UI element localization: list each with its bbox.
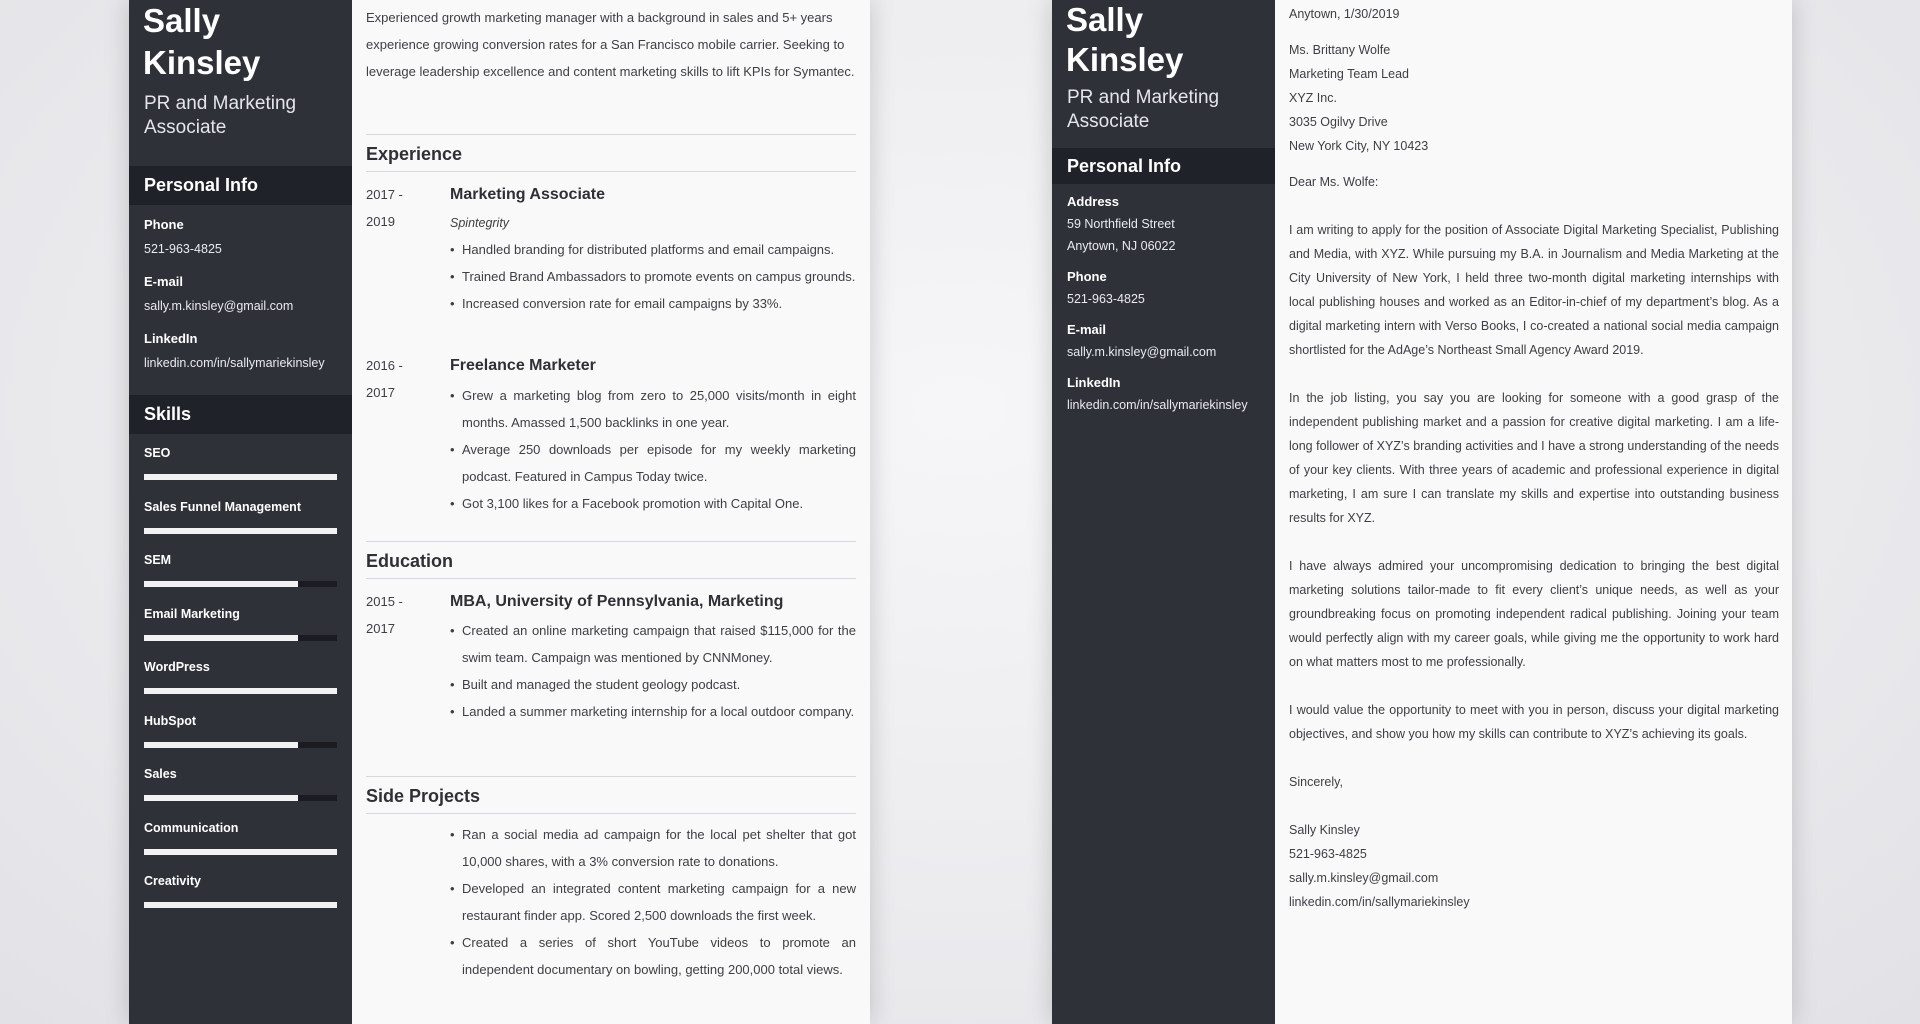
recipient-line: New York City, NY 10423 bbox=[1289, 139, 1429, 153]
contact-label: LinkedIn bbox=[1067, 375, 1121, 390]
skill-bar-fill bbox=[144, 902, 337, 908]
contact-value: 521-963-4825 bbox=[144, 242, 222, 256]
resume-last-name: Kinsley bbox=[143, 44, 261, 81]
skill-name: Creativity bbox=[144, 874, 201, 888]
letter-closing: Sincerely, bbox=[1289, 775, 1343, 789]
signature-line: linkedin.com/in/sallymariekinsley bbox=[1289, 895, 1470, 909]
contact-label: Address bbox=[1067, 194, 1120, 209]
contact-label: E-mail bbox=[144, 274, 184, 289]
skill-name: Sales Funnel Management bbox=[144, 499, 301, 514]
skill-item bbox=[129, 714, 352, 768]
skill-item bbox=[129, 553, 352, 607]
letter-personal-info-header: Personal Info bbox=[1052, 148, 1275, 184]
letter-first-name: Sally bbox=[1066, 1, 1144, 38]
skill-bar-fill bbox=[144, 742, 298, 748]
resume-personal-info-header: Personal Info bbox=[129, 166, 352, 205]
education-bullets bbox=[450, 617, 856, 725]
experience-header: Experience bbox=[366, 134, 856, 172]
education-header: Education bbox=[366, 541, 856, 579]
letter-recipient bbox=[1289, 38, 1779, 158]
skill-name: SEO bbox=[144, 446, 171, 460]
skill-item bbox=[129, 874, 352, 928]
contact-label: E-mail bbox=[1067, 322, 1107, 337]
skill-bar-fill bbox=[144, 635, 298, 641]
letter-last-name: Kinsley bbox=[1066, 41, 1184, 78]
skill-name: Email Marketing bbox=[144, 606, 240, 621]
skill-item bbox=[129, 821, 352, 875]
education-title: MBA, University of Pennsylvania, Marketing bbox=[450, 593, 784, 610]
letter-paragraph: I am writing to apply for the position of Associate Digital Marketing Specialist, Publishing and Media, with XYZ. While pursuing my B.A. in Journalism and Media Marketing at the City University of New York, I held three two-month digital marketing internships with local publishing houses and worked as an Editor-in-chief of my department’s blog. As a digital marketing intern with Verso Books, I co-created a national social media campaign shortlisted for the AdAge’s Northeast Small Agency Award 2019. bbox=[1289, 223, 1779, 357]
education-date-end: 2017 bbox=[366, 621, 395, 636]
resume-skills-header: Skills bbox=[129, 395, 352, 434]
resume-contact-email bbox=[129, 274, 352, 313]
bullet-item: • Average 250 downloads per episode for my weekly marketing podcast. Featured in Campus Today twice. bbox=[450, 436, 856, 490]
job-date-end: 2019 bbox=[366, 214, 395, 229]
skill-item bbox=[129, 660, 352, 714]
contact-value: 59 Northfield Street bbox=[1067, 217, 1175, 231]
bullet-item: • Built and managed the student geology podcast. bbox=[450, 671, 856, 698]
job-date-start: 2017 - bbox=[366, 187, 403, 202]
letter-role: PR and Marketing Associate bbox=[1067, 87, 1220, 132]
signature-line: sally.m.kinsley@gmail.com bbox=[1289, 871, 1439, 885]
bullet-item: • Got 3,100 likes for a Facebook promotion with Capital One. bbox=[450, 490, 856, 517]
job-date-end: 2017 bbox=[366, 385, 395, 400]
bullet-item: • Ran a social media ad campaign for the local pet shelter that got 10,000 shares, with a 3% conversion rate to donations. bbox=[450, 821, 856, 875]
letter-paragraph: I would value the opportunity to meet with you in person, discuss your digital marketing objectives, and show you how my skills can contribute to XYZ’s achieving its goals. bbox=[1289, 703, 1779, 741]
job-bullets bbox=[450, 382, 856, 517]
bullet-item: • Increased conversion rate for email campaigns by 33%. bbox=[450, 290, 856, 317]
skill-name: WordPress bbox=[144, 660, 210, 674]
resume-contact-linkedin bbox=[129, 331, 352, 370]
job-bullets bbox=[450, 236, 856, 317]
resume-summary: Experienced growth marketing manager with a background in sales and 5+ years experience growing conversion rates for a San Francisco mobile carrier. Seeking to leverage leadership excellence and content marketing skills to lift KPIs for Symantec. bbox=[366, 10, 855, 79]
skill-bar bbox=[144, 688, 337, 694]
letter-signature bbox=[1289, 818, 1779, 914]
contact-value: sally.m.kinsley@gmail.com bbox=[1067, 345, 1217, 359]
education-date bbox=[366, 588, 416, 642]
contact-label: LinkedIn bbox=[144, 331, 198, 346]
letter-contact-linkedin bbox=[1052, 375, 1275, 412]
skill-item bbox=[129, 607, 352, 661]
letter-main bbox=[1275, 0, 1792, 1024]
job-date bbox=[366, 352, 416, 406]
skill-bar-fill bbox=[144, 795, 298, 801]
skill-bar bbox=[144, 742, 337, 748]
letter-salutation: Dear Ms. Wolfe: bbox=[1289, 175, 1379, 189]
skill-name: HubSpot bbox=[144, 713, 197, 728]
skill-bar bbox=[144, 581, 337, 587]
skills-list bbox=[129, 434, 352, 928]
job-title: Freelance Marketer bbox=[450, 357, 596, 374]
education-date-start: 2015 - bbox=[366, 594, 403, 609]
bullet-item: • Landed a summer marketing internship for a local outdoor company. bbox=[450, 698, 856, 725]
skill-name: SEM bbox=[144, 553, 172, 567]
skill-item bbox=[129, 446, 352, 500]
skill-bar bbox=[144, 528, 337, 534]
resume-page bbox=[129, 0, 870, 1024]
skill-name: Communication bbox=[144, 820, 239, 835]
resume-role: PR and Marketing Associate bbox=[144, 93, 297, 138]
side-projects-header: Side Projects bbox=[366, 776, 856, 814]
signature-line: Sally Kinsley bbox=[1289, 823, 1360, 837]
contact-value: linkedin.com/in/sallymariekinsley bbox=[1067, 398, 1248, 412]
skill-bar bbox=[144, 635, 337, 641]
bullet-item: • Developed an integrated content marketing campaign for a new restaurant finder app. Scored 2,500 downloads the first week. bbox=[450, 875, 856, 929]
letter-date-line: Anytown, 1/30/2019 bbox=[1289, 7, 1400, 21]
skill-bar bbox=[144, 849, 337, 855]
skill-bar-fill bbox=[144, 474, 337, 480]
contact-value: sally.m.kinsley@gmail.com bbox=[144, 299, 294, 313]
contact-label: Phone bbox=[1067, 269, 1107, 284]
recipient-line: Ms. Brittany Wolfe bbox=[1289, 43, 1391, 57]
skill-bar-fill bbox=[144, 688, 337, 694]
contact-value: Anytown, NJ 06022 bbox=[1067, 239, 1176, 253]
recipient-line: 3035 Ogilvy Drive bbox=[1289, 115, 1388, 129]
bullet-item: • Grew a marketing blog from zero to 25,000 visits/month in eight months. Amassed 1,500 backlinks in one year. bbox=[450, 382, 856, 436]
cover-letter-page bbox=[1052, 0, 1792, 1024]
job-date bbox=[366, 181, 416, 235]
skill-bar-fill bbox=[144, 528, 337, 534]
letter-sidebar bbox=[1052, 0, 1275, 1024]
skill-bar-fill bbox=[144, 849, 337, 855]
letter-contact-address bbox=[1052, 194, 1275, 253]
signature-line: 521-963-4825 bbox=[1289, 847, 1367, 861]
contact-value: linkedin.com/in/sallymariekinsley bbox=[144, 356, 325, 370]
letter-contact-email bbox=[1052, 322, 1275, 359]
skill-item bbox=[129, 767, 352, 821]
recipient-line: Marketing Team Lead bbox=[1289, 67, 1409, 81]
job-title: Marketing Associate bbox=[450, 186, 606, 203]
bullet-item: • Handled branding for distributed platforms and email campaigns. bbox=[450, 236, 856, 263]
resume-sidebar bbox=[129, 0, 352, 1024]
recipient-line: XYZ Inc. bbox=[1289, 91, 1337, 105]
contact-value: 521-963-4825 bbox=[1067, 292, 1145, 306]
resume-first-name: Sally bbox=[143, 2, 221, 39]
letter-paragraph: I have always admired your uncompromising dedication to bringing the best digital marketing solutions tailor-made to fit every client’s unique needs, as well as your groundbreaking focus on promoting independent radical publishing. Joining your team would perfectly align with my career goals, while giving me the opportunity to work hard on what matters most to me professionally. bbox=[1289, 559, 1779, 669]
resume-contact-phone bbox=[129, 217, 352, 256]
side-projects-bullets bbox=[450, 821, 856, 983]
letter-body bbox=[1289, 2, 1779, 914]
skill-item bbox=[129, 500, 352, 554]
contact-label: Phone bbox=[144, 217, 184, 232]
skill-name: Sales bbox=[144, 767, 177, 781]
skill-bar bbox=[144, 902, 337, 908]
bullet-item: • Trained Brand Ambassadors to promote events on campus grounds. bbox=[450, 263, 856, 290]
bullet-item: • Created a series of short YouTube videos to promote an independent documentary on bowling, getting 200,000 total views. bbox=[450, 929, 856, 983]
job-company: Spintegrity bbox=[450, 216, 510, 230]
letter-paragraph: In the job listing, you say you are looking for someone with a good grasp of the independent publishing market and a passion for creative digital marketing. I am a life-long follower of XYZ’s branding activities and I have a strong understanding of the needs of your key clients. With three years of academic and professional experience in digital marketing, I am sure I can translate my skills and expertise into outstanding business results for XYZ. bbox=[1289, 391, 1779, 525]
skill-bar bbox=[144, 474, 337, 480]
skill-bar bbox=[144, 795, 337, 801]
resume-main bbox=[352, 0, 870, 1024]
bullet-item: • Created an online marketing campaign that raised $115,000 for the swim team. Campaign was mentioned by CNNMoney. bbox=[450, 617, 856, 671]
job-date-start: 2016 - bbox=[366, 358, 403, 373]
skill-bar-fill bbox=[144, 581, 298, 587]
letter-contact-phone bbox=[1052, 269, 1275, 306]
